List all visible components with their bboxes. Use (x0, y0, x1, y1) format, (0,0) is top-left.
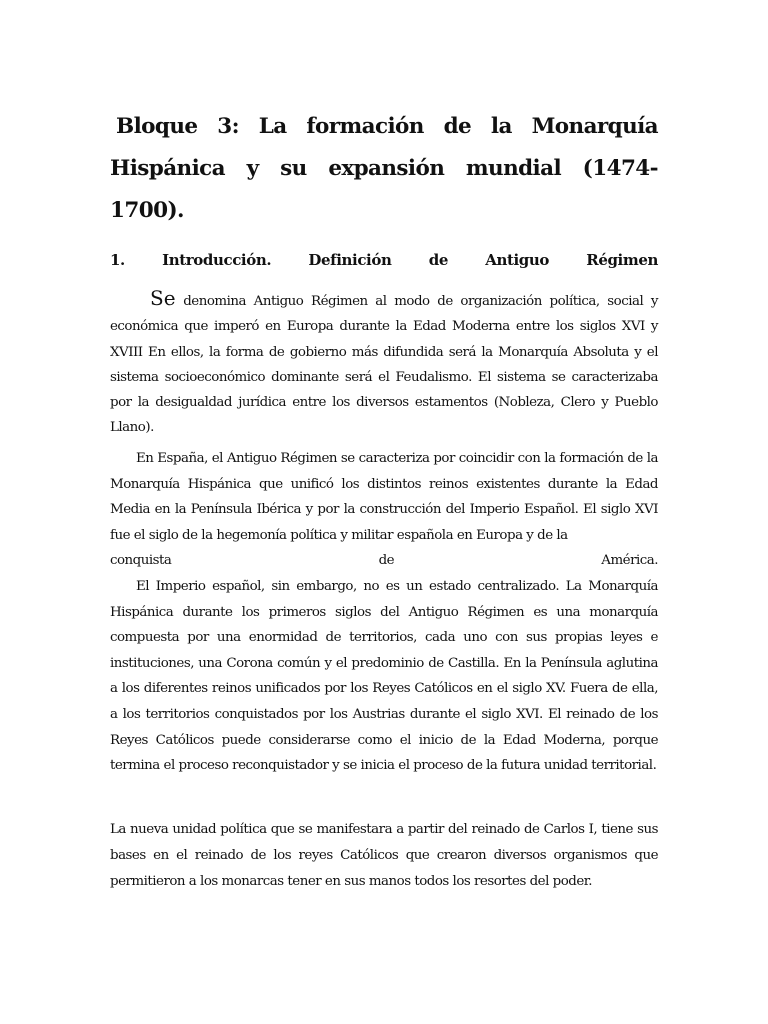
paragraph-spain (110, 446, 658, 548)
paragraph-word: de (378, 553, 395, 568)
paragraph-political-unity (110, 817, 658, 895)
paragraph-definition (110, 286, 658, 441)
section-heading (110, 251, 658, 275)
paragraph-empire (110, 574, 658, 779)
section-heading-word: Definición (308, 251, 392, 269)
paragraph-first-word: Se (150, 286, 176, 310)
paragraph-text: La nueva unidad política que se manifestara a partir del reinado de Carlos I, tiene sus bases en el reinado de los reyes Católicos que crearon diversos organismos que permitieron a los monarcas tener en sus manos todos los resortes del poder. (110, 822, 658, 889)
section-heading-word: de (428, 251, 448, 269)
paragraph-spain-last-line (110, 548, 658, 574)
section-number: 1. (110, 251, 125, 269)
paragraph-text: El Imperio español, sin embargo, no es un estado centralizado. La Monarquía Hispánica durante los primeros siglos del Antiguo Régimen es una monarquía compuesta por una enormidad de territorios, cada uno con sus propias leyes e instituciones, una Corona común y el predominio de Castilla. En la Península aglutina a los diferentes reinos unificados por los Reyes Católicos en el siglo XV. Fuera de ella, a los territorios conquistados por los Austrias durante el siglo XVI. El reinado de los Reyes Católicos puede considerarse como el inicio de la Edad Moderna, porque termina el proceso reconquistador y se inicia el proceso de la futura unidad territorial. (110, 579, 658, 774)
paragraph-text: En España, el Antiguo Régimen se caracteriza por coincidir con la formación de la Monarquía Hispánica que unificó los distintos reinos existentes durante la Edad Media en la Península Ibérica y por la construcción del Imperio Español. El siglo XVI fue el siglo de la hegemonía política y militar española en Europa y de la (110, 451, 658, 543)
document-title-text: Bloque 3: La formación de la Monarquía Hispánica y su expansión mundial (1474-1700). (110, 114, 658, 223)
paragraph-word: América. (601, 553, 658, 568)
section-heading-word: Introducción. (162, 251, 272, 269)
document-title (110, 106, 658, 232)
section-heading-word: Régimen (586, 251, 658, 269)
paragraph-text: denomina Antiguo Régimen al modo de organización política, social y económica que imperó en Europa durante la Edad Moderna entre los siglos XVI y XVIII En ellos, la forma de gobierno más difundida será la Monarquía Absoluta y el sistema socioeconómico dominante será el Feudalismo. El sistema se caracterizaba por la desigualdad jurídica entre los diversos estamentos (Nobleza, Clero y Pueblo Llano). (110, 294, 658, 436)
paragraph-word: conquista (110, 553, 172, 568)
section-heading-word: Antiguo (485, 251, 549, 269)
